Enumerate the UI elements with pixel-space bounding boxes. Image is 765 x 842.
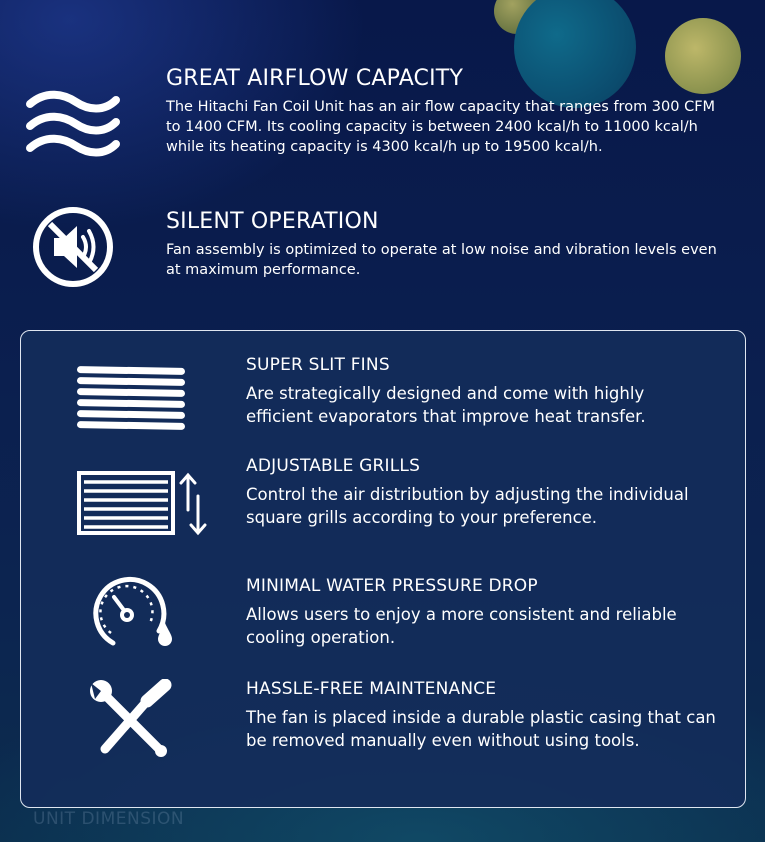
- panel-item-text: Control the air distribution by adjusting the individual square grills according to your preference.: [246, 485, 689, 527]
- panel-item-maintenance: [246, 679, 716, 752]
- airflow-waves-icon: [24, 90, 122, 162]
- panel-item-title: HASSLE-FREE MAINTENANCE: [246, 679, 497, 699]
- feature-text: Fan assembly is optimized to operate at low noise and vibration levels even at maximum performance.: [166, 242, 717, 278]
- mute-speaker-icon: [30, 204, 116, 290]
- panel-item-water-pressure: [246, 576, 716, 649]
- panel-item-text: The fan is placed inside a durable plastic casing that can be removed manually even without using tools.: [246, 708, 716, 750]
- panel-item-title: MINIMAL WATER PRESSURE DROP: [246, 576, 538, 596]
- feature-silent: [166, 209, 726, 280]
- panel-item-title: ADJUSTABLE GRILLS: [246, 456, 421, 476]
- features-panel: [20, 330, 746, 808]
- wrench-screwdriver-icon: [89, 679, 177, 759]
- feature-airflow: [166, 66, 726, 157]
- grill-arrow-icon: [76, 470, 208, 538]
- feature-title: GREAT AIRFLOW CAPACITY: [166, 66, 464, 91]
- feature-text: The Hitachi Fan Coil Unit has an air flow capacity that ranges from 300 CFM to 1400 CFM. Its cooling capacity is between 2400 kcal/h to 11000 kcal/h while its heating capacity is 4300 kcal/h up to 19500 kcal/h.: [166, 99, 716, 155]
- panel-item-text: Are strategically designed and come with highly efficient evaporators that improve heat transfer.: [246, 384, 646, 426]
- slit-fins-icon: [75, 365, 187, 439]
- panel-item-slit-fins: [246, 355, 716, 428]
- panel-item-adjustable-grills: [246, 456, 716, 529]
- feature-title: SILENT OPERATION: [166, 209, 379, 234]
- pressure-gauge-icon: [89, 573, 179, 651]
- panel-item-title: SUPER SLIT FINS: [246, 355, 390, 375]
- panel-item-text: Allows users to enjoy a more consistent and reliable cooling operation.: [246, 605, 677, 647]
- section-heading-ghost: UNIT DIMENSION: [33, 809, 185, 829]
